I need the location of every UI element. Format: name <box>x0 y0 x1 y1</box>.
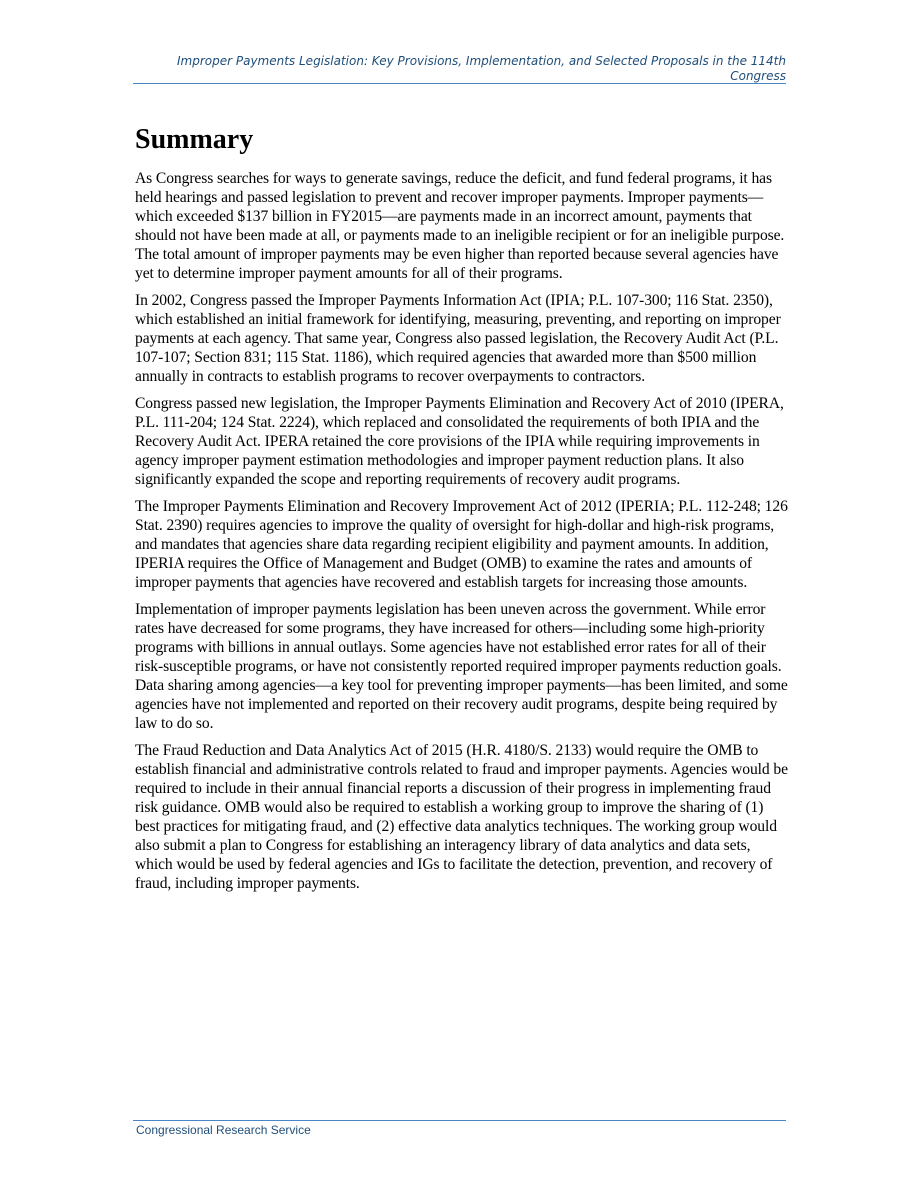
paragraph-5: Implementation of improper payments legislation has been uneven across the government. While error rates have decreased for some programs, they have increased for others—including some high-priority programs with billions in annual outlays. Some agencies have not established error rates for all of their risk-susceptible programs, or have not consistently reported required improper payments reduction goals. Data sharing among agencies—a key tool for preventing improper payments—has been limited, and some agencies have not implemented and reported on their recovery audit programs, despite being required by law to do so. <box>135 601 788 732</box>
paragraph-2: In 2002, Congress passed the Improper Payments Information Act (IPIA; P.L. 107-300; 116 Stat. 2350), which established an initial framework for identifying, measuring, preventing, and reporting on improper payments at each agency. That same year, Congress also passed legislation, the Recovery Audit Act (P.L. 107-107; Section 831; 115 Stat. 1186), which required agencies that awarded more than $500 million annually in contracts to establish programs to recover overpayments to contractors. <box>135 292 781 385</box>
paragraph-1: As Congress searches for ways to generate savings, reduce the deficit, and fund federal programs, it has held hearings and passed legislation to prevent and recover improper payments. Improper payments—which exceeded $137 billion in FY2015—are payments made in an incorrect amount, payments that should not have been made at all, or payments made to an ineligible recipient or for an ineligible purpose. The total amount of improper payments may be even higher than reported because several agencies have yet to determine improper payment amounts for all of their programs. <box>135 170 785 282</box>
summary-body <box>135 169 788 901</box>
running-header: Improper Payments Legislation: Key Provisions, Implementation, and Selected Proposals in the 114th Congress <box>176 54 786 83</box>
paragraph-6: The Fraud Reduction and Data Analytics Act of 2015 (H.R. 4180/S. 2133) would require the OMB to establish financial and administrative controls related to fraud and improper payments. Agencies would be required to include in their annual financial reports a discussion of their progress in implementing fraud risk guidance. OMB would also be required to establish a working group to improve the sharing of (1) best practices for mitigating fraud, and (2) effective data analytics techniques. The working group would also submit a plan to Congress for establishing an interagency library of data analytics and data sets, which would be used by federal agencies and IGs to facilitate the detection, prevention, and recovery of fraud, including improper payments. <box>135 742 788 892</box>
footer-publisher: Congressional Research Service <box>136 1123 311 1137</box>
paragraph-4: The Improper Payments Elimination and Recovery Improvement Act of 2012 (IPERIA; P.L. 112-248; 126 Stat. 2390) requires agencies to improve the quality of oversight for high-dollar and high-risk programs, and mandates that agencies share data regarding recipient eligibility and payment amounts. In addition, IPERIA requires the Office of Management and Budget (OMB) to examine the rates and amounts of improper payments that agencies have recovered and establish targets for increasing those amounts. <box>135 498 788 591</box>
page-title: Summary <box>135 124 254 155</box>
paragraph-3: Congress passed new legislation, the Improper Payments Elimination and Recovery Act of 2010 (IPERA, P.L. 111-204; 124 Stat. 2224), which replaced and consolidated the requirements of both IPIA and the Recovery Audit Act. IPERA retained the core provisions of the IPIA while requiring improvements in agency improper payment estimation methodologies and improper payment reduction plans. It also significantly expanded the scope and reporting requirements of recovery audit programs. <box>135 395 784 488</box>
header-divider <box>133 83 786 84</box>
footer-divider <box>133 1120 786 1121</box>
